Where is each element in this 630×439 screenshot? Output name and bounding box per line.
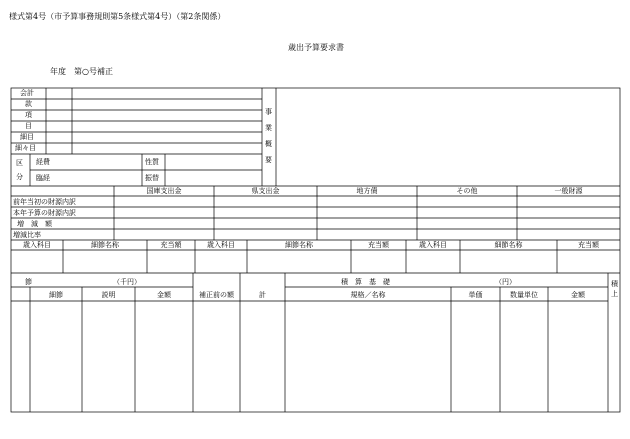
revenue-header-juto-2: 充当額 xyxy=(368,241,389,249)
kei-header: 計 xyxy=(259,291,266,299)
fiscal-year-label: 年度 第○号補正 xyxy=(50,67,113,76)
revenue-header-kamoku-2: 歳入科目 xyxy=(207,241,235,249)
revenue-header-juto-1: 充当額 xyxy=(160,241,182,249)
zaigen-col-ippan: 一般財源 xyxy=(554,187,583,195)
zaigen-row-zougen: 増 減 額 xyxy=(17,220,52,228)
kikaku-header: 規格／名称 xyxy=(350,291,386,299)
revenue-header-meisho-3: 細節名称 xyxy=(494,241,523,249)
saisaimoku-label: 細々目 xyxy=(15,144,36,152)
jigyo-gaiyo-char-2: 業 xyxy=(265,124,272,132)
seishitsu-label: 性質 xyxy=(145,158,159,166)
jigyo-gaiyo-char-1: 事 xyxy=(265,108,272,116)
furikae-label: 振替 xyxy=(145,174,159,182)
kubun-label-1: 区 xyxy=(16,159,23,167)
kingaku2-header: 金額 xyxy=(571,291,585,299)
keihi-label: 経費 xyxy=(36,158,50,166)
tanka-header: 単価 xyxy=(468,291,483,299)
setsu-label: 節 xyxy=(25,278,32,286)
saisetsu-header: 細節 xyxy=(49,291,63,299)
kan-label: 款 xyxy=(25,100,32,108)
saimoku-label: 細目 xyxy=(20,133,34,141)
hoseimae-header: 補正前の額 xyxy=(199,291,234,299)
revenue-header-meisho-2: 細節名称 xyxy=(285,241,313,249)
sekijo-char-1: 積 xyxy=(611,280,618,288)
jigyo-gaiyo-char-4: 要 xyxy=(265,156,272,164)
suryo-header: 数量単位 xyxy=(510,291,538,299)
zaigen-col-sonota: その他 xyxy=(456,187,478,195)
sekisan-label: 積 算 基 礎 xyxy=(341,278,390,286)
zaigen-col-ken: 県支出金 xyxy=(251,187,280,195)
rinkei-label: 臨経 xyxy=(36,174,50,182)
en-unit-label: （円） xyxy=(495,278,516,286)
sekijo-char-2: 上 xyxy=(611,290,618,298)
revenue-header-kamoku-3: 歳入科目 xyxy=(419,241,447,249)
revenue-header-kamoku-1: 歳入科目 xyxy=(23,241,51,249)
zaigen-row-honnen: 本年予算の財源内訳 xyxy=(13,209,76,217)
zaigen-row-zennen: 前年当初の財源内訳 xyxy=(13,198,76,206)
form-reference: 様式第4号（市予算事務規則第5条様式第4号）（第2条関係） xyxy=(9,12,226,21)
revenue-header-juto-3: 充当額 xyxy=(578,241,599,249)
kou-label: 項 xyxy=(25,111,32,119)
zaigen-row-hiritsu: 増減比率 xyxy=(13,231,41,239)
zaigen-col-kokko: 国庫支出金 xyxy=(146,187,182,195)
zaigen-col-chihosai: 地方債 xyxy=(356,187,378,195)
kaikei-label: 会計 xyxy=(20,89,34,97)
document-title: 歳出予算要求書 xyxy=(288,43,344,52)
revenue-header-meisho-1: 細節名称 xyxy=(91,241,119,249)
jigyo-gaiyo-char-3: 概 xyxy=(265,140,272,148)
senen-unit-label: （千円） xyxy=(113,278,141,286)
kingaku-header: 金額 xyxy=(157,291,171,299)
moku-label: 目 xyxy=(25,122,32,130)
setsumei-header: 説明 xyxy=(101,291,116,299)
kubun-label-2: 分 xyxy=(16,173,23,181)
